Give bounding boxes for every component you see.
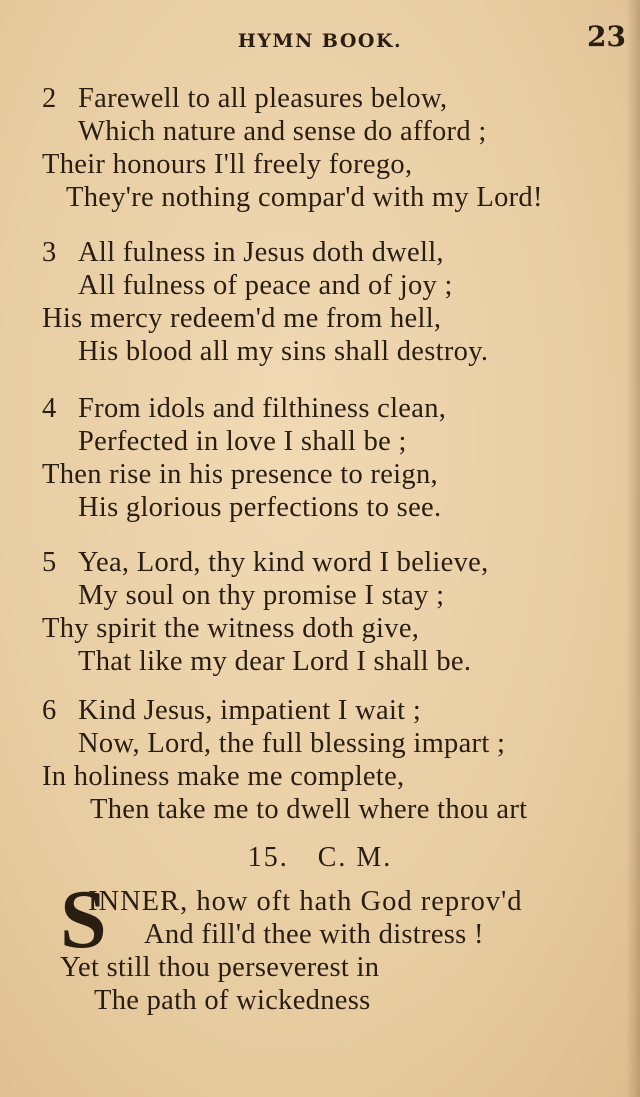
verse-line: 6 Kind Jesus, impatient I wait ; — [42, 695, 422, 726]
hymn-number: 15. — [247, 842, 289, 873]
verse-line: Thy spirit the witness doth give, — [42, 613, 420, 644]
verse-line: 5 Yea, Lord, thy kind word I believe, — [42, 547, 489, 578]
verse-line: My soul on thy promise I stay ; — [78, 580, 445, 611]
verse-line: And fill'd thee with distress ! — [144, 919, 484, 950]
verse-line: His glorious perfections to see. — [78, 492, 442, 523]
verse-line: All fulness of peace and of joy ; — [78, 270, 453, 301]
verse-line: In holiness make me complete, — [42, 761, 405, 792]
hymn-15-verse — [60, 885, 640, 1017]
verse-line: 4 From idols and filthiness clean, — [42, 393, 447, 424]
drop-cap: S — [60, 873, 107, 966]
verse-3 — [42, 236, 637, 368]
verse-number: 2 — [42, 83, 57, 114]
verse-line: The path of wickedness — [94, 985, 371, 1016]
hymn-meter: C. M. — [317, 842, 393, 873]
verse-line: 2 Farewell to all pleasures below, — [42, 83, 448, 114]
verse-line: They're nothing compar'd with my Lord! — [66, 182, 543, 213]
verse-line: INNER, how oft hath God reprov'd — [88, 886, 523, 917]
verse-number: 5 — [42, 547, 57, 578]
verse-number: 3 — [42, 237, 57, 268]
verse-5 — [42, 546, 637, 678]
verse-line: That like my dear Lord I shall be. — [78, 646, 472, 677]
verse-line: Now, Lord, the full blessing impart ; — [78, 728, 506, 759]
verse-line: His mercy redeem'd me from hell, — [42, 303, 442, 334]
verse-6 — [42, 694, 637, 826]
verse-2 — [42, 82, 637, 214]
verse-line: His blood all my sins shall destroy. — [78, 336, 489, 367]
verse-line: Yet still thou perseverest in — [60, 952, 380, 983]
verse-line: Perfected in love I shall be ; — [78, 426, 407, 457]
verse-number: 6 — [42, 695, 57, 726]
verse-line: Then take me to dwell where thou art — [90, 794, 528, 825]
hymn-heading — [0, 842, 640, 874]
verse-line: Which nature and sense do afford ; — [78, 116, 487, 147]
verse-line: Then rise in his presence to reign, — [42, 459, 438, 490]
verse-line: Their honours I'll freely forego, — [42, 149, 413, 180]
verse-number: 4 — [42, 393, 57, 424]
page-number: 23 — [587, 20, 626, 53]
running-title: HYMN BOOK. — [237, 30, 403, 52]
verse-4 — [42, 392, 637, 524]
verse-line: 3 All fulness in Jesus doth dwell, — [42, 237, 444, 268]
